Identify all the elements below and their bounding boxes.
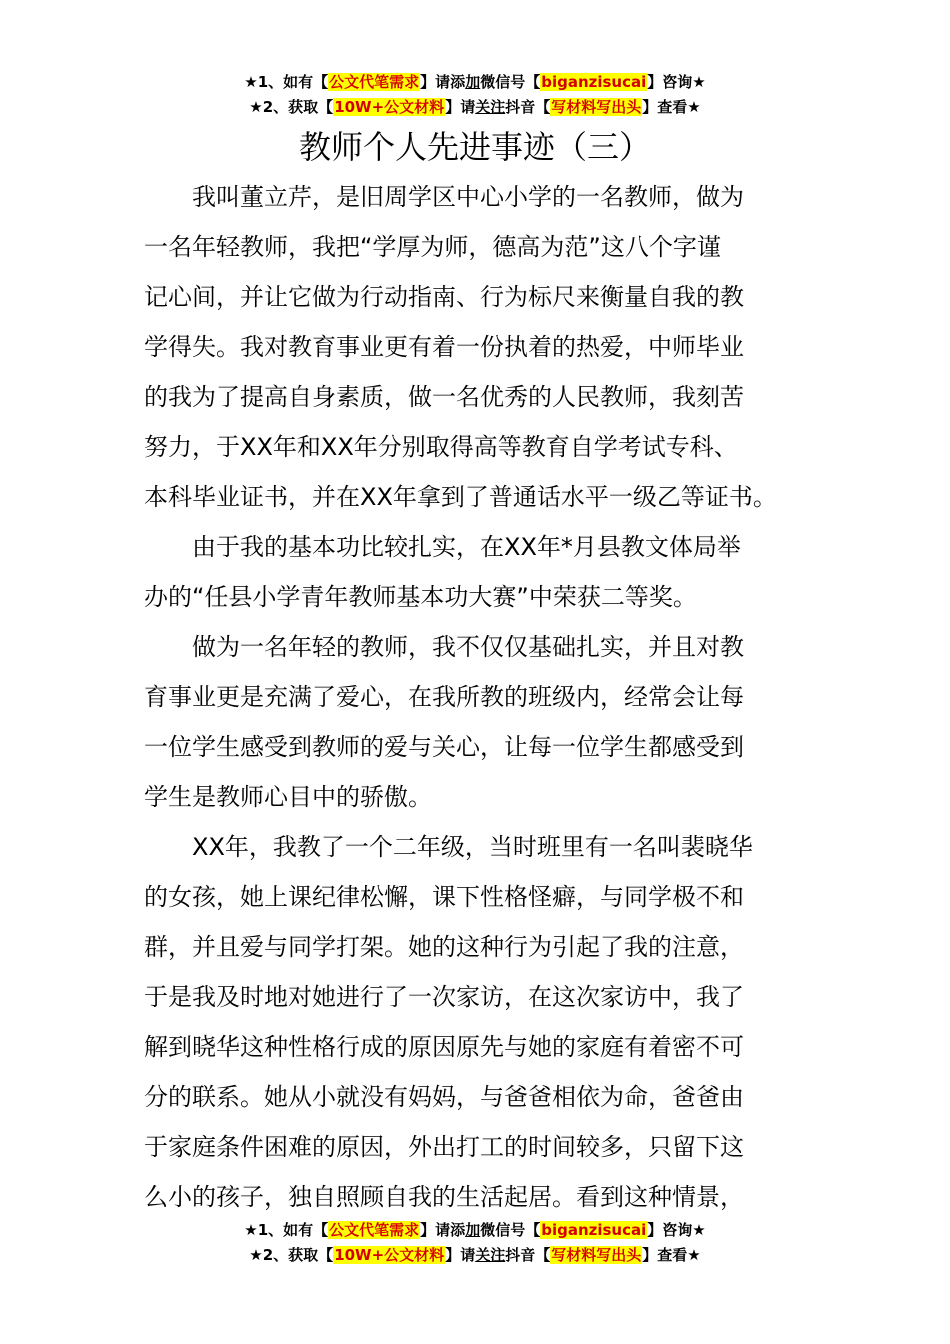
text-line: 学生是教师心目中的骄傲。 xyxy=(144,783,432,811)
promo-line-1: ★1、如有【公文代笔需求】请添加微信号【biganzisucai】咨询★ xyxy=(244,73,706,91)
text-line: XX年，我教了一个二年级，当时班里有一名叫裴晓华 xyxy=(144,833,753,861)
text-line: 办的“任县小学青年教师基本功大赛”中荣获二等奖。 xyxy=(144,583,697,611)
text-line: 分的联系。她从小就没有妈妈，与爸爸相依为命，爸爸由 xyxy=(144,1083,744,1111)
highlight-wechat-id: biganzisucai xyxy=(541,73,647,91)
promo-line-2: ★2、获取【10W+公文材料】请关注抖音【写材料写出头】查看★ xyxy=(249,98,701,116)
highlight-douyin-account: 写材料写出头 xyxy=(551,98,642,116)
highlight-service: 公文代笔需求 xyxy=(329,1221,420,1239)
promo-banner-bottom xyxy=(0,1218,950,1268)
text-line: 一位学生感受到教师的爱与关心，让每一位学生都感受到 xyxy=(144,733,744,761)
promo-line-1: ★1、如有【公文代笔需求】请添加微信号【biganzisucai】咨询★ xyxy=(244,1221,706,1239)
text-line: 于家庭条件困难的原因，外出打工的时间较多，只留下这 xyxy=(144,1133,744,1161)
text-line: 的女孩，她上课纪律松懈，课下性格怪癖，与同学极不和 xyxy=(144,883,744,911)
highlight-materials: 10W+公文材料 xyxy=(334,1246,445,1264)
document-title: 教师个人先进事迹（三） xyxy=(298,128,651,166)
text-line: 育事业更是充满了爱心，在我所教的班级内，经常会让每 xyxy=(144,683,744,711)
highlight-douyin-account: 写材料写出头 xyxy=(551,1246,642,1264)
text-line: 群，并且爱与同学打架。她的这种行为引起了我的注意， xyxy=(144,933,744,961)
highlight-wechat-id: biganzisucai xyxy=(541,1221,647,1239)
paragraph-1 xyxy=(144,172,814,522)
text-line: 由于我的基本功比较扎实，在XX年*月县教文体局举 xyxy=(144,533,741,561)
text-line: 一名年轻教师，我把“学厚为师，德高为范”这八个字谨 xyxy=(144,233,721,261)
text-line: 做为一名年轻的教师，我不仅仅基础扎实，并且对教 xyxy=(144,633,744,661)
text-line: 于是我及时地对她进行了一次家访，在这次家访中，我了 xyxy=(144,983,744,1011)
document-body xyxy=(144,172,814,1222)
highlight-service: 公文代笔需求 xyxy=(329,73,420,91)
text-line: 的我为了提高自身素质，做一名优秀的人民教师，我刻苦 xyxy=(144,383,744,411)
promo-line-2: ★2、获取【10W+公文材料】请关注抖音【写材料写出头】查看★ xyxy=(249,1246,701,1264)
text-line: 我叫董立芹，是旧周学区中心小学的一名教师，做为 xyxy=(144,183,744,211)
text-line: 本科毕业证书，并在XX年拿到了普通话水平一级乙等证书。 xyxy=(144,483,777,511)
text-line: 学得失。我对教育事业更有着一份执着的热爱，中师毕业 xyxy=(144,333,744,361)
highlight-materials: 10W+公文材料 xyxy=(334,98,445,116)
paragraph-3 xyxy=(144,622,814,822)
text-line: 么小的孩子，独自照顾自我的生活起居。看到这种情景， xyxy=(144,1183,744,1211)
text-line: 努力，于XX年和XX年分别取得高等教育自学考试专科、 xyxy=(144,433,738,461)
paragraph-2 xyxy=(144,522,814,622)
promo-banner-top xyxy=(0,70,950,120)
text-line: 记心间，并让它做为行动指南、行为标尺来衡量自我的教 xyxy=(144,283,744,311)
text-line: 解到晓华这种性格行成的原因原先与她的家庭有着密不可 xyxy=(144,1033,744,1061)
paragraph-4 xyxy=(144,822,814,1222)
